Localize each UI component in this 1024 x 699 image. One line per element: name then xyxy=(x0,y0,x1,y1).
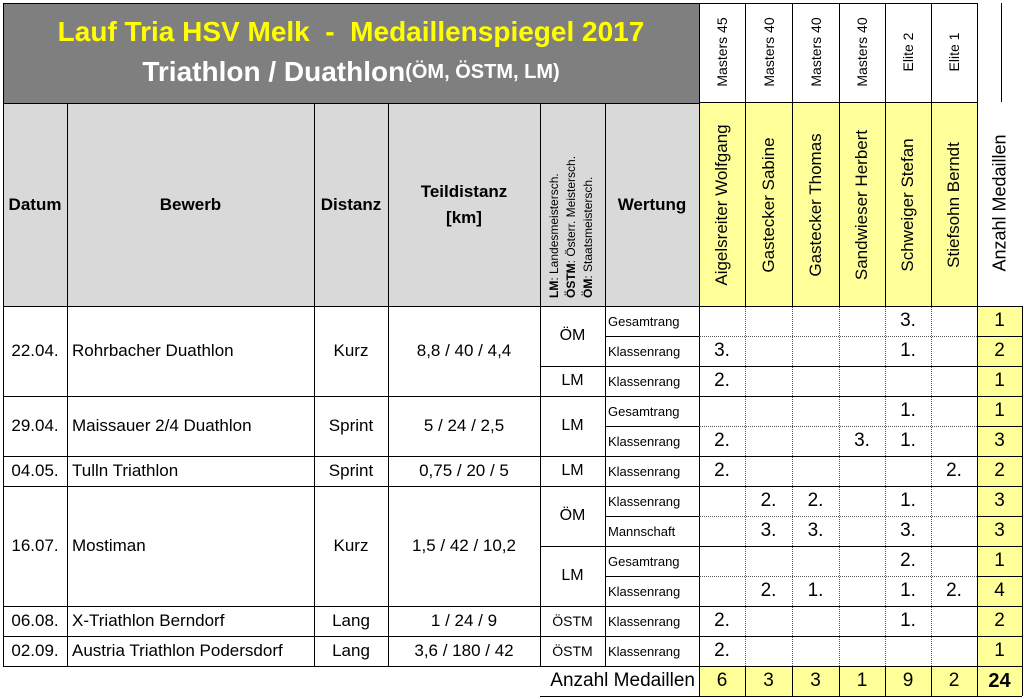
grid-line xyxy=(540,103,541,666)
event-distance: Kurz xyxy=(333,341,369,360)
result-cell xyxy=(745,606,792,636)
athlete-category: Masters 40 xyxy=(807,17,824,87)
athlete-category: Elite 2 xyxy=(900,32,916,72)
result-cell xyxy=(931,636,977,666)
legend-text: : Landesmeistersch. xyxy=(547,173,561,281)
result-cell: 2. xyxy=(760,580,777,601)
athlete-name: Gastecker Sabine xyxy=(758,137,778,273)
result-cell: 2. xyxy=(714,460,730,481)
athlete-name: Aigelsreiter Wolfgang xyxy=(712,124,731,286)
grid-line xyxy=(977,3,978,696)
meisterschaft-cell: ÖM xyxy=(559,327,586,344)
result-cell xyxy=(885,366,931,396)
result-cell xyxy=(931,396,977,426)
row-total: 3 xyxy=(994,520,1005,541)
grid-line xyxy=(3,486,1022,487)
grid-line xyxy=(885,3,886,306)
grid-line xyxy=(699,666,1022,667)
row-total: 1 xyxy=(994,310,1005,331)
meisterschaft-cell: ÖM xyxy=(559,507,586,524)
result-cell xyxy=(839,366,885,396)
grid-line xyxy=(314,103,315,666)
meisterschaft-cell: LM xyxy=(561,417,584,434)
event-date: 22.04. xyxy=(11,341,59,360)
result-cell: 1. xyxy=(900,400,916,421)
header-total: Anzahl Medaillen xyxy=(989,134,1009,272)
result-cell xyxy=(839,606,885,636)
result-cell: 2. xyxy=(807,490,824,511)
grid-line xyxy=(3,456,1022,457)
result-cell xyxy=(931,306,977,336)
athlete-total: 3 xyxy=(810,670,821,691)
athlete-total: 1 xyxy=(856,670,868,691)
result-cell xyxy=(839,546,885,576)
event-name: Tulln Triathlon xyxy=(72,461,179,480)
wertung-cell: Klassenrang xyxy=(608,583,681,599)
subtitle-small: (ÖM, ÖSTM, LM) xyxy=(405,60,560,83)
grid-line xyxy=(605,576,699,577)
row-total: 1 xyxy=(994,370,1005,391)
result-cell xyxy=(745,396,792,426)
result-cell xyxy=(885,456,931,486)
result-cell: 2. xyxy=(946,460,962,481)
result-cell xyxy=(792,396,839,426)
result-cell: 2. xyxy=(900,550,916,571)
wertung-cell: Gesamtrang xyxy=(608,553,680,569)
grid-line xyxy=(540,366,1022,367)
result-cell: 1. xyxy=(900,430,916,451)
grid-line xyxy=(699,516,977,517)
event-teildistanz: 0,75 / 20 / 5 xyxy=(419,461,509,480)
athlete-name: Schweiger Stefan xyxy=(898,138,917,272)
row-total: 4 xyxy=(994,580,1005,601)
result-cell xyxy=(745,306,792,336)
meisterschaft-cell: ÖSTM xyxy=(552,643,593,659)
row-total: 3 xyxy=(994,490,1005,511)
page-title: Lauf Tria HSV Melk - Medaillenspiegel 2017 xyxy=(57,16,645,47)
grid-line xyxy=(605,336,699,337)
result-cell: 3. xyxy=(760,520,777,541)
grid-line xyxy=(699,336,977,337)
grid-line xyxy=(699,696,1022,697)
result-cell: 3. xyxy=(854,430,870,451)
result-cell xyxy=(839,456,885,486)
athlete-name: Stiefsohn Berndt xyxy=(944,142,963,268)
wertung-cell: Klassenrang xyxy=(608,613,681,629)
event-date: 02.09. xyxy=(11,641,59,660)
result-cell: 1. xyxy=(900,490,916,511)
grid-line xyxy=(67,103,68,666)
result-cell: 2. xyxy=(714,430,730,451)
subtitle-main: Triathlon / Duathlon xyxy=(142,56,406,87)
event-teildistanz: 1 / 24 / 9 xyxy=(430,611,498,630)
result-cell: 3. xyxy=(807,520,824,541)
wertung-cell: Klassenrang xyxy=(608,343,681,359)
athlete-total: 3 xyxy=(763,670,774,691)
grid-line xyxy=(3,103,699,104)
event-teildistanz: 8,8 / 40 / 4,4 xyxy=(416,341,512,360)
athlete-name: Sandwieser Herbert xyxy=(852,129,871,281)
result-cell xyxy=(885,636,931,666)
result-cell: 1. xyxy=(900,580,916,601)
result-cell xyxy=(931,426,977,456)
event-date: 16.07. xyxy=(11,536,59,555)
header-datum: Datum xyxy=(8,194,62,214)
wertung-cell: Klassenrang xyxy=(608,493,681,509)
result-cell xyxy=(839,576,885,606)
event-teildistanz: 3,6 / 180 / 42 xyxy=(414,641,514,660)
result-cell xyxy=(699,396,745,426)
header-bewerb: Bewerb xyxy=(159,194,222,214)
result-cell xyxy=(792,456,839,486)
result-cell: 2. xyxy=(714,640,730,661)
result-cell xyxy=(931,606,977,636)
event-name: Austria Triathlon Podersdorf xyxy=(72,641,283,660)
event-name: X-Triathlon Berndorf xyxy=(72,611,225,630)
grid-line xyxy=(388,103,389,666)
result-cell: 3. xyxy=(900,310,916,331)
event-date: 06.08. xyxy=(11,611,59,630)
legend-abbr: LM xyxy=(547,280,561,298)
meisterschaft-cell: LM xyxy=(561,567,584,584)
result-cell xyxy=(839,306,885,336)
grid-line xyxy=(839,666,840,696)
event-name: Mostiman xyxy=(72,536,146,555)
result-cell: 1. xyxy=(807,580,824,601)
grid-line xyxy=(605,516,699,517)
wertung-cell: Klassenrang xyxy=(608,643,681,659)
header-teildistanz: Teildistanz [km] xyxy=(420,182,508,227)
legend-line xyxy=(546,108,563,298)
result-cell xyxy=(699,576,745,606)
athlete-name: Gastecker Thomas xyxy=(805,133,825,277)
event-teildistanz: 5 / 24 / 2,5 xyxy=(423,416,505,435)
row-total: 2 xyxy=(994,340,1005,361)
result-cell: 1. xyxy=(900,340,916,361)
result-cell xyxy=(839,636,885,666)
event-date: 29.04. xyxy=(11,416,59,435)
wertung-cell: Klassenrang xyxy=(608,373,681,389)
meisterschaft-cell: LM xyxy=(561,462,584,479)
result-cell xyxy=(839,516,885,546)
result-cell: 3. xyxy=(714,340,730,361)
grid-line xyxy=(3,606,1022,607)
grid-line xyxy=(1001,3,1002,102)
grid-line xyxy=(977,336,1022,337)
grid-line xyxy=(3,3,977,4)
athlete-total: 9 xyxy=(902,670,914,691)
grid-line xyxy=(1022,306,1023,696)
grid-line xyxy=(540,546,1022,547)
grid-line xyxy=(745,3,746,306)
result-cell xyxy=(792,636,839,666)
row-total: 1 xyxy=(994,640,1005,661)
grid-line xyxy=(977,426,1022,427)
grid-line xyxy=(605,426,699,427)
wertung-cell: Klassenrang xyxy=(608,433,681,449)
header-wertung: Wertung xyxy=(617,194,687,214)
result-cell: 3. xyxy=(900,520,916,541)
result-cell: 2. xyxy=(714,610,730,631)
grid-line xyxy=(792,666,793,696)
result-cell xyxy=(792,426,839,456)
grid-line xyxy=(3,306,1022,307)
result-cell xyxy=(931,546,977,576)
grand-total: 24 xyxy=(988,669,1011,692)
athlete-name-band xyxy=(699,102,977,306)
grid-line xyxy=(977,576,1022,577)
grid-line xyxy=(699,102,977,103)
row-total: 2 xyxy=(994,460,1005,481)
legend-line xyxy=(563,108,580,298)
result-cell xyxy=(792,306,839,336)
grid-line xyxy=(605,103,606,666)
result-cell xyxy=(792,366,839,396)
grid-line xyxy=(745,666,746,696)
result-cell: 2. xyxy=(714,370,730,391)
athlete-category: Elite 1 xyxy=(946,32,962,72)
footer-label: Anzahl Medaillen xyxy=(550,670,695,691)
legend-abbr: ÖSTM xyxy=(564,263,578,298)
wertung-cell: Gesamtrang xyxy=(608,313,680,329)
result-cell xyxy=(931,516,977,546)
event-name: Rohrbacher Duathlon xyxy=(72,341,234,360)
result-cell: 1. xyxy=(900,610,916,631)
meisterschaft-cell: ÖSTM xyxy=(552,613,593,629)
result-cell xyxy=(931,486,977,516)
result-cell: 2. xyxy=(946,580,962,601)
result-cell xyxy=(699,516,745,546)
result-cell xyxy=(699,486,745,516)
legend-meisterschaft xyxy=(546,108,602,298)
result-cell xyxy=(745,336,792,366)
row-total: 3 xyxy=(994,430,1005,451)
grid-line xyxy=(931,666,932,696)
result-cell: 2. xyxy=(760,490,777,511)
result-cell xyxy=(792,336,839,366)
grid-line xyxy=(699,3,700,696)
event-name: Maissauer 2/4 Duathlon xyxy=(72,416,252,435)
wertung-cell: Mannschaft xyxy=(608,523,676,539)
event-date: 04.05. xyxy=(11,461,59,480)
result-cell xyxy=(745,426,792,456)
result-cell xyxy=(745,456,792,486)
result-cell xyxy=(745,636,792,666)
event-distance: Lang xyxy=(332,641,370,660)
result-cell xyxy=(699,306,745,336)
wertung-cell: Klassenrang xyxy=(608,463,681,479)
grid-line xyxy=(3,666,699,667)
result-cell xyxy=(839,336,885,366)
grid-line xyxy=(699,426,977,427)
result-cell xyxy=(792,606,839,636)
legend-text: : Österr. Meistersch. xyxy=(564,155,578,264)
result-cell xyxy=(931,366,977,396)
athlete-category: Masters 40 xyxy=(854,17,870,87)
legend-text: : Staatsmeistersch. xyxy=(581,176,595,279)
grid-line xyxy=(839,3,840,306)
header-distanz: Distanz xyxy=(320,194,382,214)
result-cell xyxy=(792,546,839,576)
grid-line xyxy=(3,636,1022,637)
athlete-category: Masters 45 xyxy=(714,17,730,87)
grid-line xyxy=(699,576,977,577)
event-distance: Kurz xyxy=(333,536,369,555)
event-distance: Sprint xyxy=(328,416,374,435)
event-distance: Sprint xyxy=(328,461,374,480)
athlete-total: 2 xyxy=(948,670,960,691)
page-subtitle xyxy=(3,52,699,92)
athlete-category: Masters 40 xyxy=(760,17,777,87)
legend-abbr: ÖM xyxy=(581,278,595,298)
event-teildistanz: 1,5 / 42 / 10,2 xyxy=(412,536,516,555)
athlete-total: 6 xyxy=(716,670,728,691)
grid-line xyxy=(977,516,1022,517)
grid-line xyxy=(792,3,793,306)
row-total: 2 xyxy=(994,610,1005,631)
meisterschaft-cell: LM xyxy=(561,372,584,389)
grid-line xyxy=(540,696,699,697)
row-total: 1 xyxy=(994,550,1005,571)
row-total: 1 xyxy=(994,400,1005,421)
event-distance: Lang xyxy=(332,611,370,630)
result-cell xyxy=(839,486,885,516)
grid-line xyxy=(931,3,932,306)
wertung-cell: Gesamtrang xyxy=(608,403,680,419)
result-cell xyxy=(699,546,745,576)
grid-line xyxy=(885,666,886,696)
legend-line xyxy=(580,108,597,298)
result-cell xyxy=(839,396,885,426)
result-cell xyxy=(745,546,792,576)
result-cell xyxy=(931,336,977,366)
grid-line xyxy=(3,396,1022,397)
result-cell xyxy=(745,366,792,396)
